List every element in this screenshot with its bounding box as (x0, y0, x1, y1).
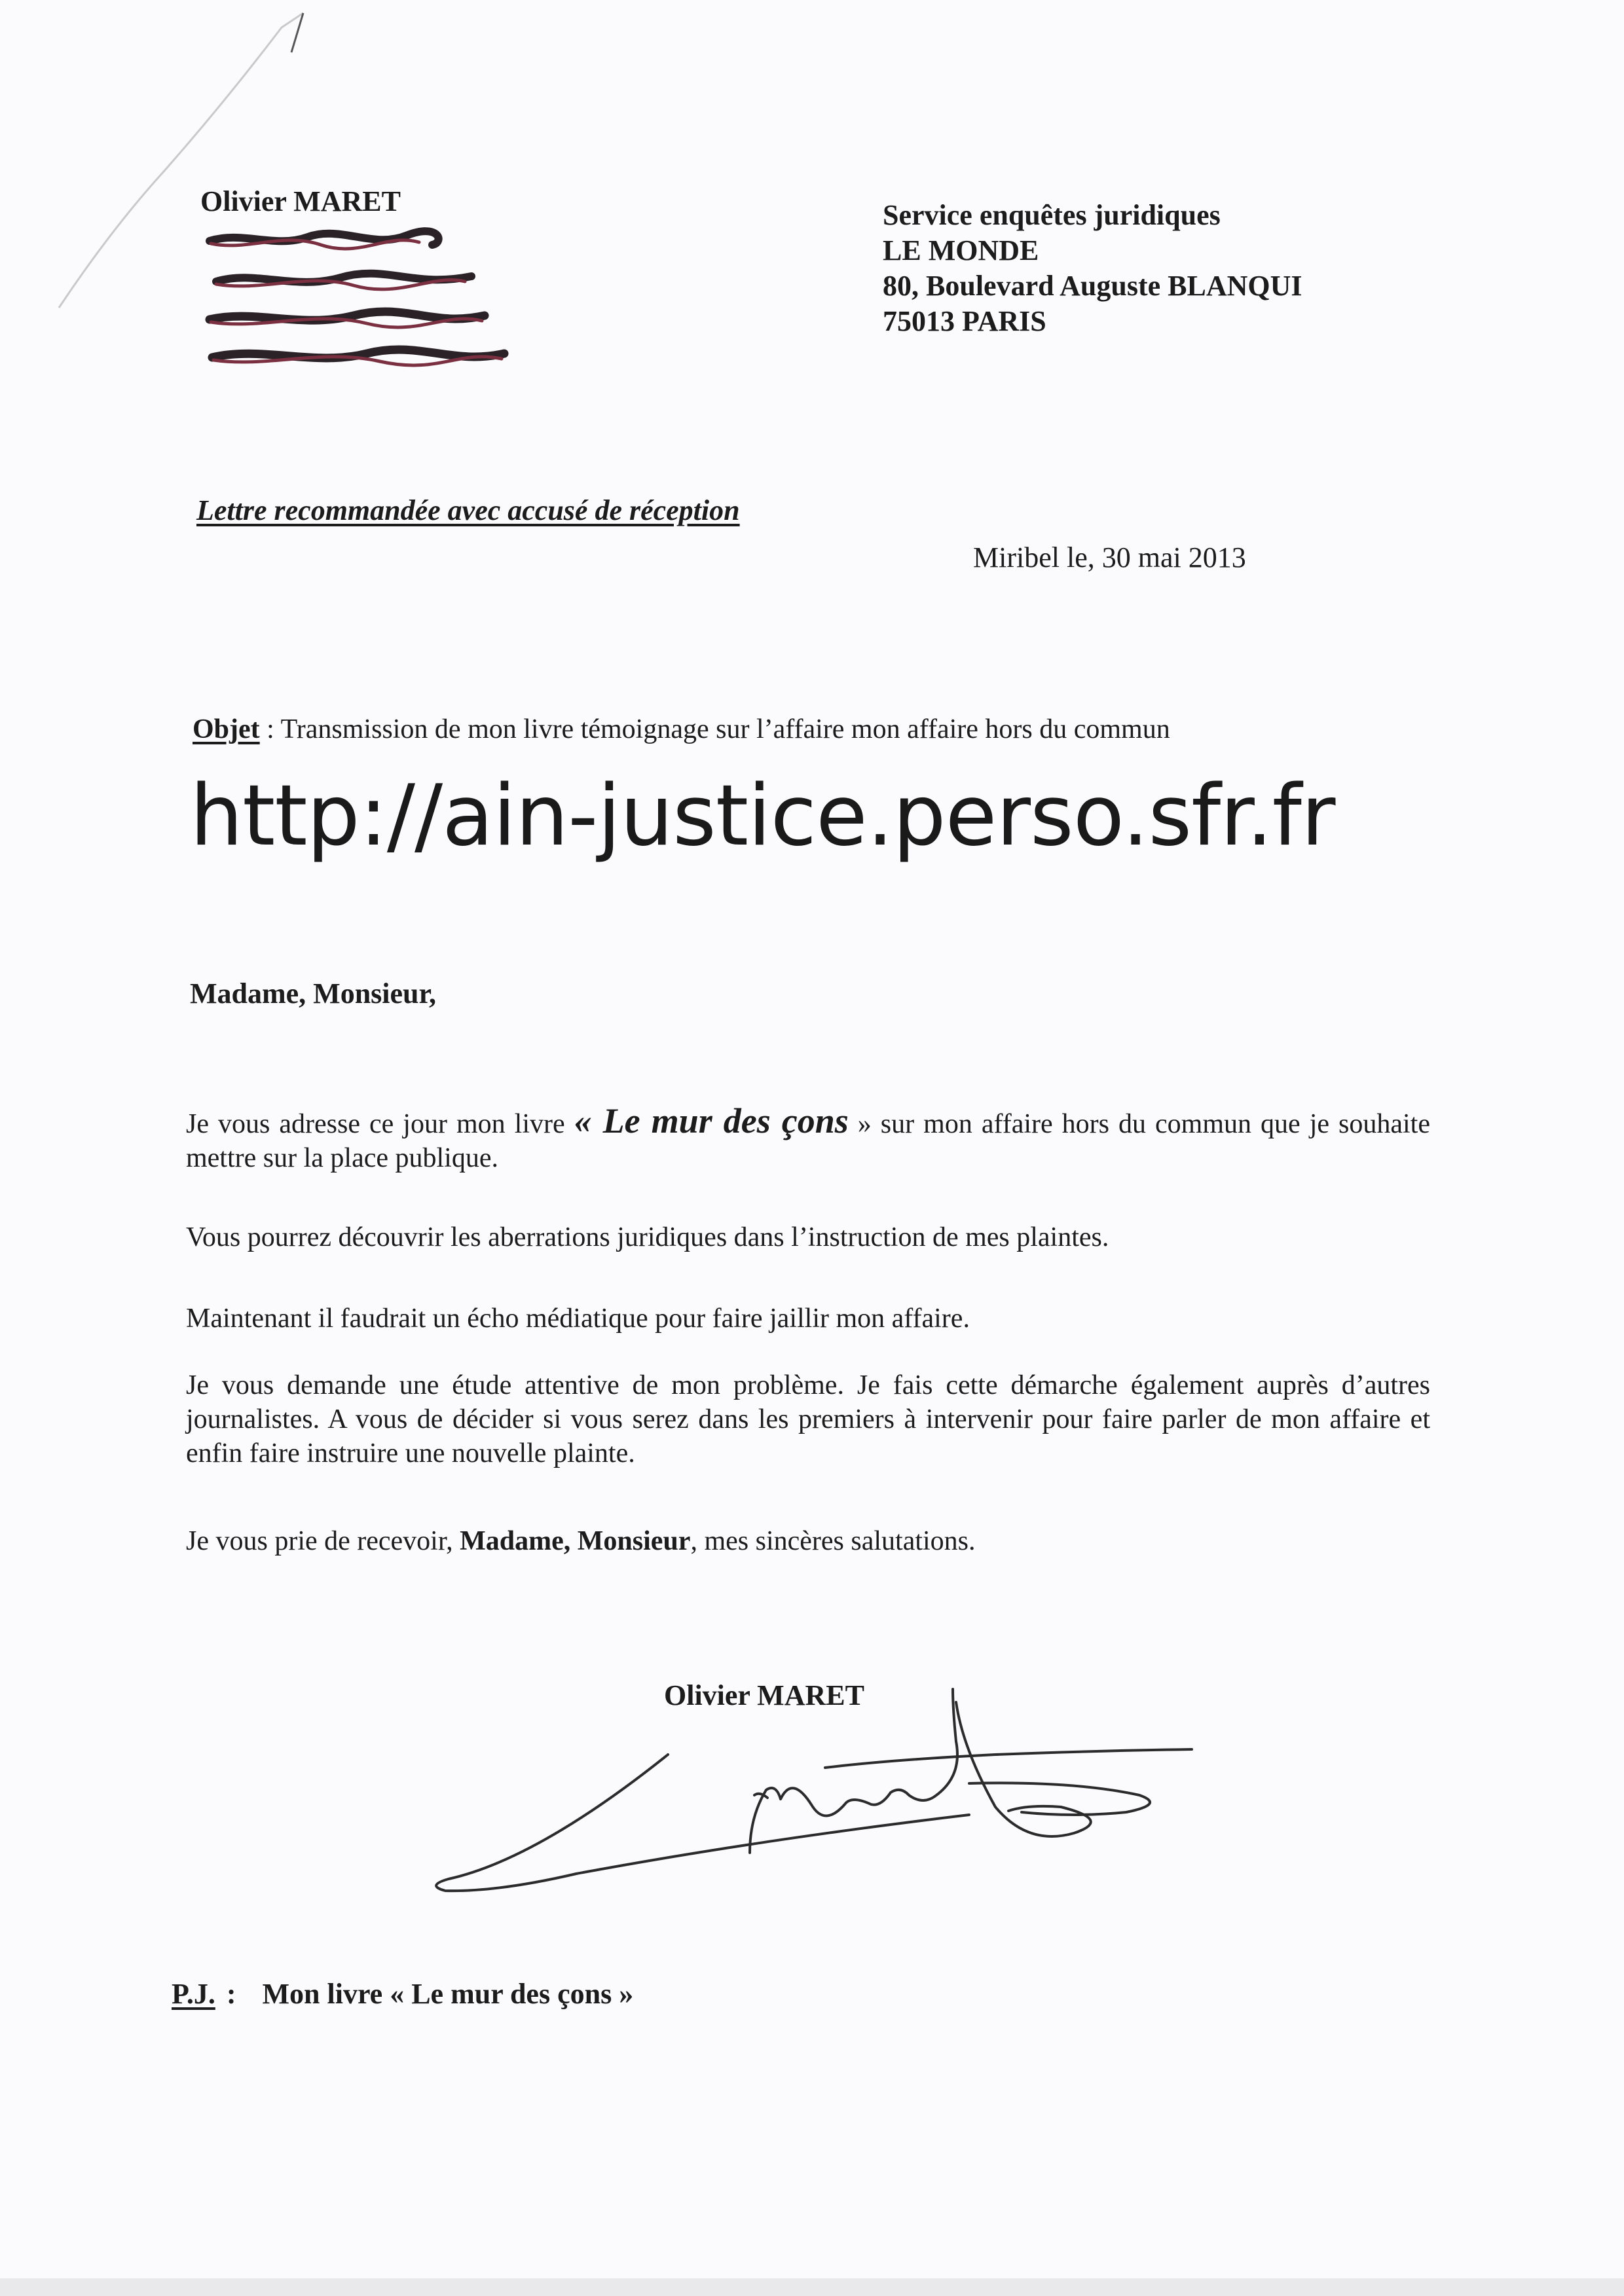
book-title: « Le mur des çons (574, 1101, 849, 1140)
sender-block (200, 183, 401, 220)
body-paragraph (186, 1101, 1430, 1175)
scan-edge (0, 2278, 1624, 2296)
handwritten-signature (419, 1643, 1257, 1931)
subject-separator: : (259, 714, 281, 744)
subject-label: Objet (193, 714, 260, 744)
recipient-line: Service enquêtes juridiques (883, 199, 1221, 231)
closing-addressee: Madame, Monsieur (460, 1526, 691, 1556)
subject-line (193, 711, 1170, 748)
paragraph-text: » sur mon affaire hors du commun que je souhaite mettre sur la place publique. (186, 1109, 1430, 1173)
body-paragraph: Je vous demande une étude attentive de mon problème. Je fais cette démarche également auprès d’autres journalistes. A vous de décider si vous serez dans les premiers à intervenir pour faire parler de mon affaire et enfin faire instruire une nouvelle plainte. (186, 1370, 1430, 1468)
attachment-separator: : (219, 1978, 236, 2010)
redacted-address-scribble (196, 223, 511, 380)
body-paragraph: Vous pourrez découvrir les aberrations juridiques dans l’instruction de mes plaintes. (186, 1222, 1109, 1252)
attachment-text: Mon livre « Le mur des çons » (262, 1978, 634, 2010)
closing-paragraph (186, 1524, 1430, 1558)
recipient-line: LE MONDE (883, 234, 1039, 266)
sender-name: Olivier MARET (200, 185, 401, 217)
signatory-name: Olivier MARET (664, 1679, 864, 1711)
recipient-line: 80, Boulevard Auguste BLANQUI (883, 270, 1302, 302)
paragraph-text: Je vous adresse ce jour mon livre (186, 1109, 574, 1139)
registered-mail-notice: Lettre recommandée avec accusé de réception (196, 494, 740, 526)
salutation: Madame, Monsieur, (190, 977, 437, 1010)
place-and-date: Miribel le, 30 mai 2013 (973, 541, 1246, 574)
website-url: http://ain-justice.perso.sfr.fr (190, 767, 1335, 865)
paragraph-text: , mes sincères salutations. (690, 1526, 976, 1556)
attachment-line (172, 1976, 633, 2013)
recipient-line: 75013 PARIS (883, 305, 1046, 337)
recipient-address (883, 198, 1302, 339)
body-paragraph: Maintenant il faudrait un écho médiatique pour faire jaillir mon affaire. (186, 1303, 970, 1334)
paragraph-text: Je vous prie de recevoir, (186, 1526, 460, 1556)
attachment-label: P.J. (172, 1978, 215, 2010)
subject-text: Transmission de mon livre témoignage sur l’affaire mon affaire hors du commun (280, 714, 1170, 744)
